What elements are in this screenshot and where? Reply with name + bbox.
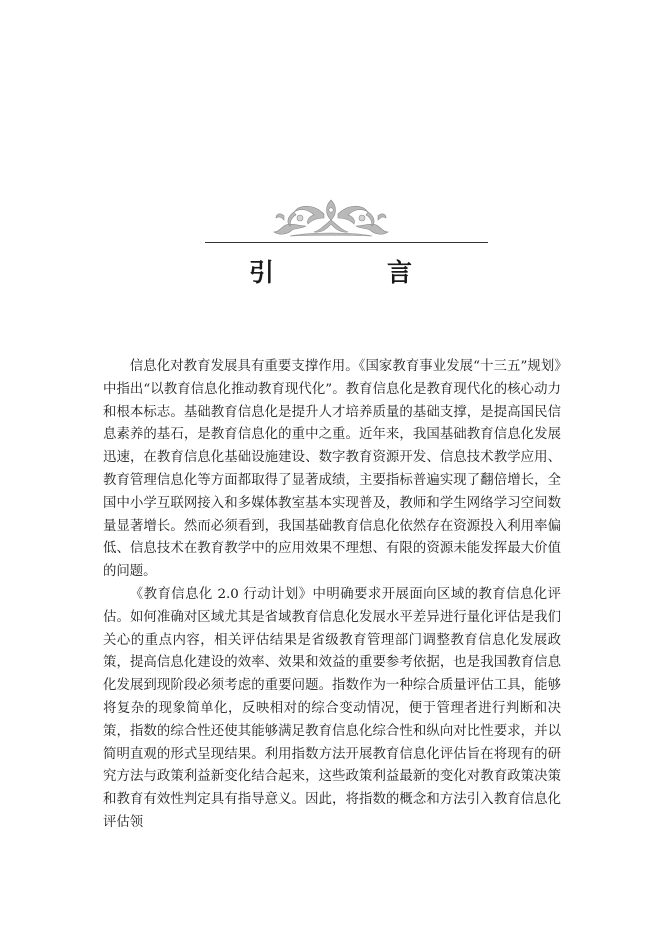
- floral-ornament-icon: [270, 196, 392, 240]
- body-text: [103, 356, 561, 835]
- title-divider: [205, 242, 488, 243]
- paragraph: 信息化对教育发展具有重要支撑作用。《国家教育事业发展“十三五”规划》中指出“以教育信息化推动教育现代化”。教育信息化是教育现代化的核心动力和根本标志。基础教育信息化是提升人才培养质量的基础支撑，是提高国民信息素养的基石，是教育信息化的重中之重。近年来，我国基础教育信息化发展迅速，在教育信息化基础设施建设、数字教育资源开发、信息技术教学应用、教育管理信息化等方面都取得了显著成绩，主要指标普遍实现了翻倍增长，全国中小学互联网接入和多媒体教室基本实现普及，教师和学生网络学习空间数量显著增长。然而必须看到，我国基础教育信息化依然存在资源投入利用率偏低、信息技术在教育教学中的应用效果不理想、有限的资源未能发挥最大价值的问题。: [103, 359, 561, 580]
- chapter-title: 引 言: [248, 258, 456, 287]
- paragraph: 《教育信息化 2.0 行动计划》中明确要求开展面向区域的教育信息化评估。如何准确对区域尤其是省域教育信息化发展水平差异进行量化评估是我们关心的重点内容，相关评估结果是省级教育管理部门调整教育信息化发展政策，提高信息化建设的效率、效果和效益的重要参考依据，也是我国教育信息化发展到现阶段必须考虑的重要问题。指数作为一种综合质量评估工具，能够将复杂的现象简单化，反映相对的综合变动情况，便于管理者进行判断和决策，指数的综合性还使其能够满足教育信息化综合性和纵向对比性要求，并以简明直观的形式呈现结果。利用指数方法开展教育信息化评估旨在将现有的研究方法与政策利益新变化结合起来，这些政策利益最新的变化对教育政策决策和教育有效性判定具有指导意义。因此，将指数的概念和方法引入教育信息化评估领: [103, 586, 561, 830]
